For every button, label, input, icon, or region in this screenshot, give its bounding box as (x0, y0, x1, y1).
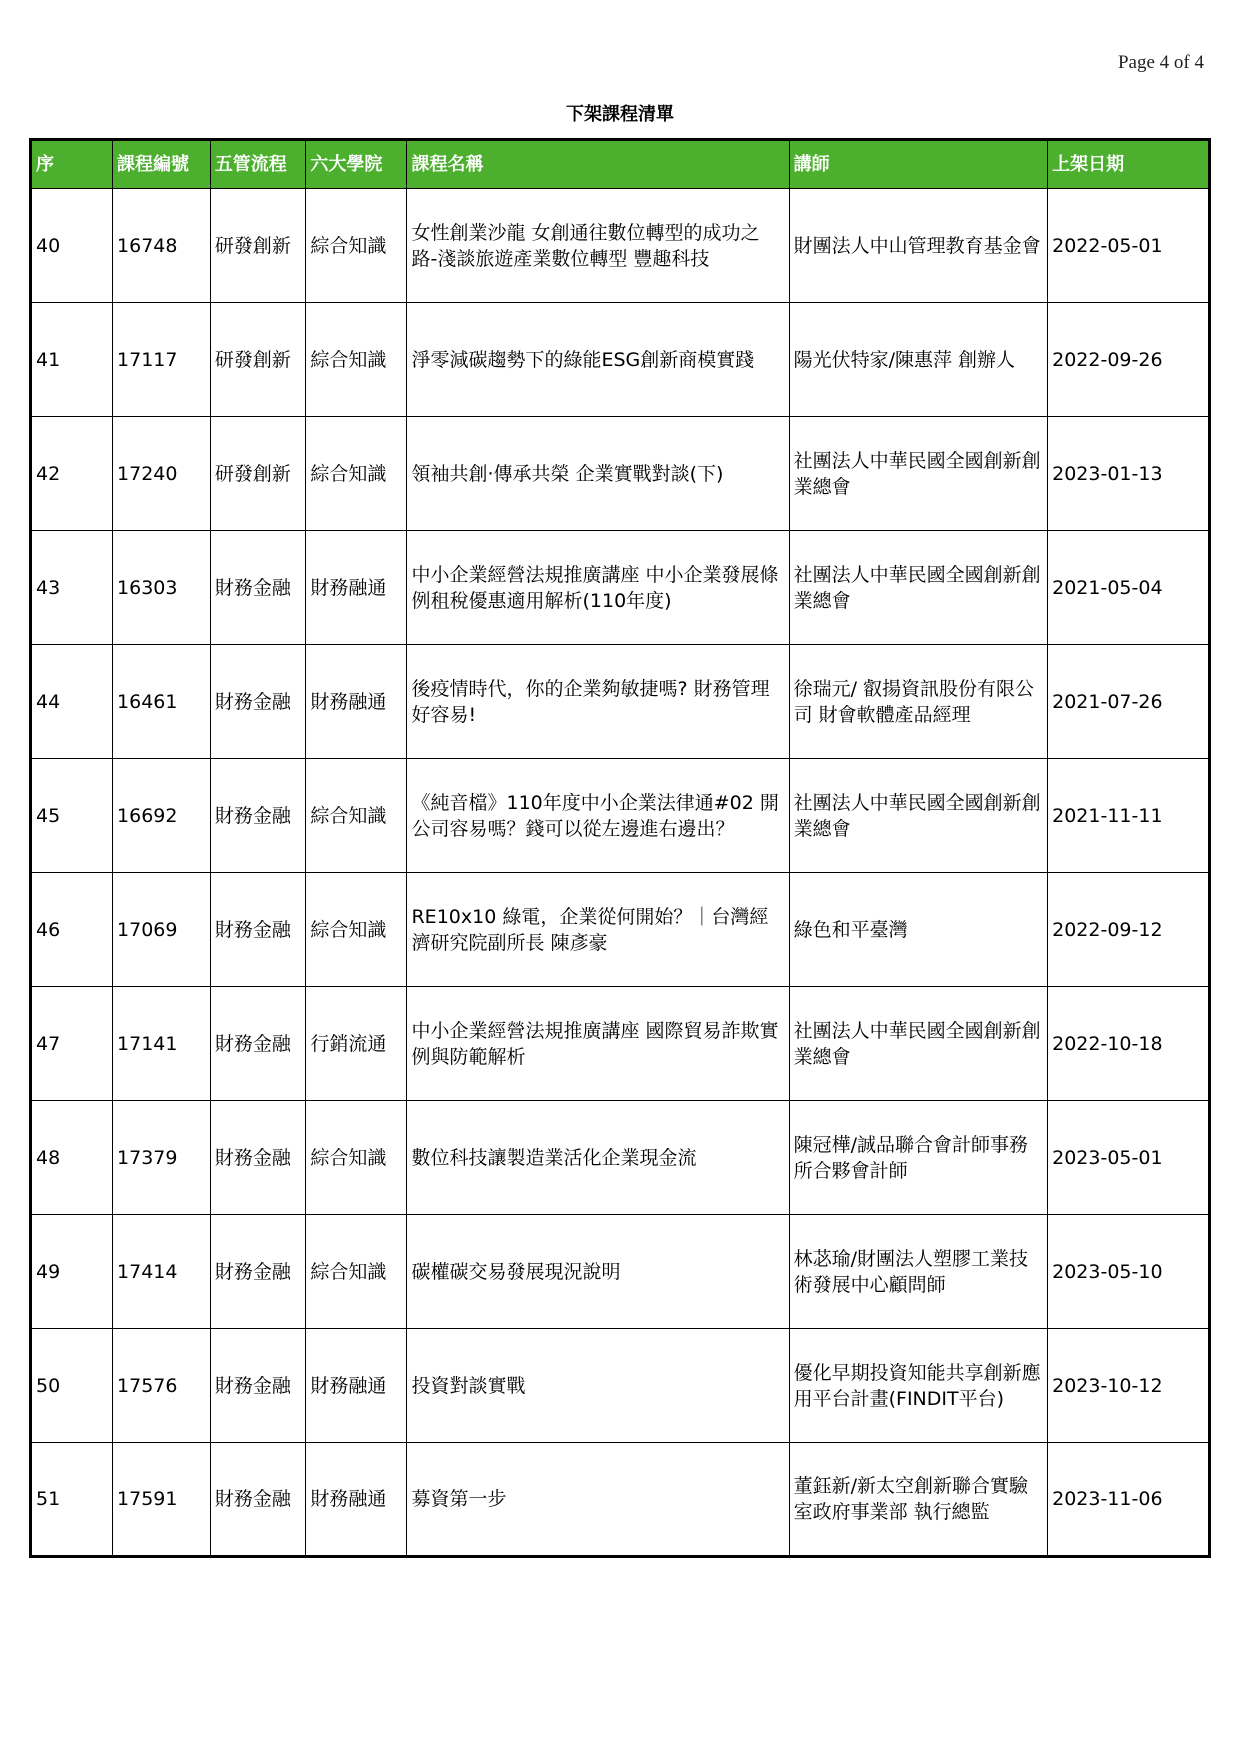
column-header-name: 課程名稱 (407, 140, 789, 189)
cell-course-code: 17591 (113, 1443, 211, 1557)
cell-college: 綜合知識 (306, 417, 407, 531)
cell-seq: 41 (31, 303, 113, 417)
cell-course-name: 中小企業經營法規推廣講座 國際貿易詐欺實例與防範解析 (407, 987, 789, 1101)
table-row (31, 987, 1210, 1101)
table-row (31, 1101, 1210, 1215)
cell-date: 2023-01-13 (1048, 417, 1210, 531)
table-row (31, 303, 1210, 417)
cell-college: 財務融通 (306, 645, 407, 759)
cell-course-code: 17379 (113, 1101, 211, 1215)
cell-date: 2021-11-11 (1048, 759, 1210, 873)
table-row (31, 873, 1210, 987)
cell-instructor: 綠色和平臺灣 (789, 873, 1048, 987)
column-header-code: 課程編號 (113, 140, 211, 189)
cell-process: 財務金融 (210, 1443, 306, 1557)
document-title: 下架課程清單 (566, 104, 674, 125)
cell-course-name: 投資對談實戰 (407, 1329, 789, 1443)
cell-course-name: 《純音檔》110年度中小企業法律通#02 開公司容易嗎？錢可以從左邊進右邊出？ (407, 759, 789, 873)
cell-seq: 46 (31, 873, 113, 987)
table-row (31, 759, 1210, 873)
cell-seq: 42 (31, 417, 113, 531)
cell-instructor: 徐瑞元/ 叡揚資訊股份有限公司 財會軟體產品經理 (789, 645, 1048, 759)
table-header-row (31, 140, 1210, 189)
cell-date: 2023-11-06 (1048, 1443, 1210, 1557)
cell-instructor: 社團法人中華民國全國創新創業總會 (789, 987, 1048, 1101)
table-row (31, 417, 1210, 531)
cell-date: 2022-09-12 (1048, 873, 1210, 987)
cell-instructor: 陳冠樺/誠品聯合會計師事務所合夥會計師 (789, 1101, 1048, 1215)
cell-college: 財務融通 (306, 531, 407, 645)
cell-instructor: 財團法人中山管理教育基金會 (789, 189, 1048, 303)
cell-college: 綜合知識 (306, 303, 407, 417)
cell-course-code: 16748 (113, 189, 211, 303)
cell-college: 財務融通 (306, 1329, 407, 1443)
cell-college: 綜合知識 (306, 1101, 407, 1215)
column-header-instructor: 講師 (789, 140, 1048, 189)
cell-course-code: 17576 (113, 1329, 211, 1443)
cell-seq: 51 (31, 1443, 113, 1557)
cell-seq: 50 (31, 1329, 113, 1443)
cell-course-name: 領袖共創·傳承共榮 企業實戰對談(下) (407, 417, 789, 531)
column-header-date: 上架日期 (1048, 140, 1210, 189)
course-table (29, 138, 1211, 1558)
cell-instructor: 董鈺新/新太空創新聯合實驗室政府事業部 執行總監 (789, 1443, 1048, 1557)
cell-seq: 43 (31, 531, 113, 645)
cell-seq: 40 (31, 189, 113, 303)
cell-date: 2022-10-18 (1048, 987, 1210, 1101)
table-row (31, 1215, 1210, 1329)
table-row (31, 531, 1210, 645)
cell-course-code: 17240 (113, 417, 211, 531)
page-number: Page 4 of 4 (1117, 52, 1204, 73)
cell-instructor: 社團法人中華民國全國創新創業總會 (789, 759, 1048, 873)
cell-process: 財務金融 (210, 1329, 306, 1443)
cell-course-code: 16303 (113, 531, 211, 645)
cell-course-code: 17141 (113, 987, 211, 1101)
cell-seq: 45 (31, 759, 113, 873)
cell-course-name: RE10x10 綠電，企業從何開始？｜台灣經濟研究院副所長 陳彥豪 (407, 873, 789, 987)
cell-process: 財務金融 (210, 531, 306, 645)
table-row (31, 645, 1210, 759)
cell-process: 財務金融 (210, 873, 306, 987)
cell-instructor: 社團法人中華民國全國創新創業總會 (789, 417, 1048, 531)
cell-course-code: 16692 (113, 759, 211, 873)
cell-course-name: 後疫情時代，你的企業夠敏捷嗎? 財務管理好容易! (407, 645, 789, 759)
column-header-college: 六大學院 (306, 140, 407, 189)
cell-process: 研發創新 (210, 303, 306, 417)
column-header-seq: 序 (31, 140, 113, 189)
cell-date: 2022-09-26 (1048, 303, 1210, 417)
cell-instructor: 社團法人中華民國全國創新創業總會 (789, 531, 1048, 645)
cell-instructor: 陽光伏特家/陳惠萍 創辦人 (789, 303, 1048, 417)
cell-course-name: 淨零減碳趨勢下的綠能ESG創新商模實踐 (407, 303, 789, 417)
table-row (31, 189, 1210, 303)
cell-process: 財務金融 (210, 759, 306, 873)
cell-college: 財務融通 (306, 1443, 407, 1557)
cell-process: 財務金融 (210, 987, 306, 1101)
cell-college: 綜合知識 (306, 873, 407, 987)
cell-process: 財務金融 (210, 645, 306, 759)
cell-date: 2021-05-04 (1048, 531, 1210, 645)
cell-college: 綜合知識 (306, 189, 407, 303)
cell-seq: 48 (31, 1101, 113, 1215)
cell-date: 2022-05-01 (1048, 189, 1210, 303)
cell-instructor: 林苾瑜/財團法人塑膠工業技術發展中心顧問師 (789, 1215, 1048, 1329)
cell-process: 研發創新 (210, 417, 306, 531)
cell-course-name: 募資第一步 (407, 1443, 789, 1557)
cell-college: 行銷流通 (306, 987, 407, 1101)
cell-instructor: 優化早期投資知能共享創新應用平台計畫(FINDIT平台) (789, 1329, 1048, 1443)
cell-course-code: 16461 (113, 645, 211, 759)
cell-date: 2023-05-10 (1048, 1215, 1210, 1329)
cell-course-name: 數位科技讓製造業活化企業現金流 (407, 1101, 789, 1215)
cell-process: 財務金融 (210, 1101, 306, 1215)
cell-date: 2023-05-01 (1048, 1101, 1210, 1215)
cell-course-code: 17069 (113, 873, 211, 987)
table-row (31, 1329, 1210, 1443)
cell-process: 研發創新 (210, 189, 306, 303)
cell-seq: 44 (31, 645, 113, 759)
table-row (31, 1443, 1210, 1557)
cell-seq: 49 (31, 1215, 113, 1329)
cell-course-name: 碳權碳交易發展現況說明 (407, 1215, 789, 1329)
cell-course-name: 中小企業經營法規推廣講座 中小企業發展條例租稅優惠適用解析(110年度) (407, 531, 789, 645)
cell-course-code: 17414 (113, 1215, 211, 1329)
cell-date: 2023-10-12 (1048, 1329, 1210, 1443)
cell-course-code: 17117 (113, 303, 211, 417)
cell-seq: 47 (31, 987, 113, 1101)
column-header-process: 五管流程 (210, 140, 306, 189)
cell-course-name: 女性創業沙龍 女創通往數位轉型的成功之路-淺談旅遊產業數位轉型 豐趣科技 (407, 189, 789, 303)
cell-college: 綜合知識 (306, 1215, 407, 1329)
cell-date: 2021-07-26 (1048, 645, 1210, 759)
cell-college: 綜合知識 (306, 759, 407, 873)
cell-process: 財務金融 (210, 1215, 306, 1329)
table-body (31, 189, 1210, 1557)
